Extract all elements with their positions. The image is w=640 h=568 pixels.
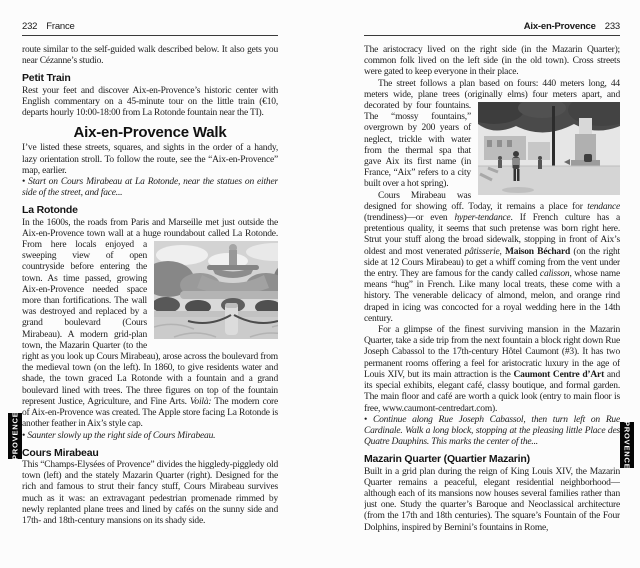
header-title-left: France [46, 21, 75, 32]
street-plan-text-after: decorated by four fountains. The “mossy fountains,” overgrown by 200 years of neglect, trickle with water from the thermal spa that gave Aix its first name (in France, “Aix” refers to a city built over a hot spring). [364, 101, 471, 190]
la-rotonde-photo-illustration [154, 241, 278, 339]
header-title-right: Aix-en-Provence [523, 21, 596, 32]
right-page-body [364, 45, 620, 534]
page-header-left [22, 0, 278, 36]
paragraph-mazarin-quarter: Built in a grid plan during the reign of King Louis XIV, the Mazarin Quarter remains a peaceful, elegant residential neighborhood—although each of its mansions now houses several families rather than just one. Study the quarter’s Baroque and Neoclassical architecture (from the 17th and 18th centuries). The square’s Fountain of the Four Dolphins, inspired by Bernini’s fountains in Rome, [364, 466, 620, 533]
paragraph-walk-intro: I’ve listed these streets, squares, and sights in the order of a handy, lazy orientation stroll. To follow the route, see the “Aix-en-Provence” map, earlier. [22, 143, 278, 176]
la-rotonde-text-before: In the 1600s, the roads from Paris and Marseille met just outside the Aix-en-Provence town wall at a huge roundabout called La [22, 217, 278, 239]
walk-direction-continue: • Continue along Rue Joseph Cabassol, then turn left on Rue Cardinale. Walk a long block, stopping at the pleasing little Place des Quatre Dauphins. This marks the center of the... [364, 414, 620, 448]
heading-la-rotonde: La Rotonde [22, 204, 78, 217]
page-header-right [364, 0, 620, 36]
paragraph-la-rotonde [22, 218, 278, 431]
page-number-left: 232 [22, 21, 38, 32]
page-left [22, 0, 278, 568]
heading-mazarin-quarter: Mazarin Quarter (Quartier Mazarin) [364, 453, 530, 466]
paragraph-aristocracy: The aristocracy lived on the right side (in the Mazarin Quarter); common folk lived on the left side (in the old town). Cross streets were gated to keep everyone in their place. [364, 45, 620, 78]
walk-direction-start: • Start on Cours Mirabeau at La Rotonde, near the statues on either side of the street, and face... [22, 177, 278, 199]
page-number-right: 233 [604, 21, 620, 32]
walk-direction-saunter: • Saunter slowly up the right side of Cours Mirabeau. [22, 430, 216, 441]
heading-petit-train: Petit Train [22, 72, 71, 85]
la-rotonde-fountain-photo [154, 241, 278, 339]
la-rotonde-text-after: Rotonde. From here locals enjoyed a sweeping view of open countryside before entering the town. As time passed, growing Aix-en-Provence needed space more than fortifications. The wall was destroyed and replaced by a grand boulevard (Cours Mirabeau). A modern grid-plan town, the Mazarin Quarter (to the right as you look up Cours Mirabeau), arose across the boulevard from the medieval town (on the left). In 1860, to give residents water and shade, the town graced La Rotonde with a fountain and a grand boulevard lined with trees. The three figures on top of the fountain represent Justice, Agriculture, and Fine Arts. Voilà: The modern core of Aix-en-Provence was created. The Apple store facing La Rotonde is another feather in Aix’s style cap. [22, 228, 278, 430]
paragraph-caumont: For a glimpse of the finest surviving mansion in the Mazarin Quarter, take a side trip from the next fountain a block right down Rue Joseph Cabassol to the 17th-century Hôtel Caumont (#3). It has two permanent rooms offering a feel for aristocratic luxury in the age of Louis XIV, but its main attraction is the Caumont Centre d’Art and its special exhibits, elegant café, classy boutique, and formal garden. The main floor and café are worth a quick look (entry to main floor is free, www.caumont-centredart.com). [364, 325, 620, 414]
page-right [364, 0, 620, 568]
cours-mirabeau-photo-illustration [478, 102, 620, 195]
chapter-tab-left: PROVENCE [8, 413, 22, 459]
paragraph-route-continuation: route similar to the self-guided walk described below. It also gets you near Cézanne’s studio. [22, 45, 278, 67]
walk-title: Aix-en-Provence Walk [73, 124, 227, 142]
street-plan-text-before: The street follows a plan based on fours: 440 meters long, 44 meters wide, plane trees (originally elms) four meters apart, and [364, 78, 620, 100]
paragraph-street-plan [364, 79, 620, 191]
paragraph-petit-train: Rest your feet and discover Aix-en-Provence’s historic center with English commentary on a 45-minute tour on the little train (€10, departs hourly 10:00-18:00 from La Rotonde fountain near the TI). [22, 85, 278, 119]
heading-cours-mirabeau: Cours Mirabeau [22, 446, 99, 459]
cours-mirabeau-street-photo [478, 102, 620, 195]
paragraph-cours-design: Cours Mirabeau was designed for showing off. Today, it remains a place for tendance (trendiness)—or even hyper-tendance. If French culture has a pretentious quality, it seems that such pretense was born right here. Strut your stuff along the broad sidewalk, stopping in front of Aix’s oldest and most venerated pâtisserie, Maison Béchard (on the right side at 12 Cours Mirabeau) to get a whiff coming from the vent under the entry. They are famous for the candy called calisson, whose name means “hug” in French. Like many local treats, these come with a history. The venerable delicacy of almond, melon, and orange rind draped in icing was concocted for a royal wedding here in the 14th century. [364, 190, 620, 324]
left-page-body [22, 45, 278, 527]
chapter-tab-right: PROVENCE [620, 422, 634, 468]
paragraph-cours-mirabeau: This “Champs-Elysées of Provence” divides the higgledy-piggledy old town (left) and the stately Mazarin Quarter (right). Designed for the rich and famous to strut their fancy stuff, Cours Mirabeau survives much as it was: an extravagant pedestrian promenade rimmed by newly replanted plane trees and lined by cafés on the sunny side and 17th- and 18th-century mansions on its shady side. [22, 459, 278, 526]
